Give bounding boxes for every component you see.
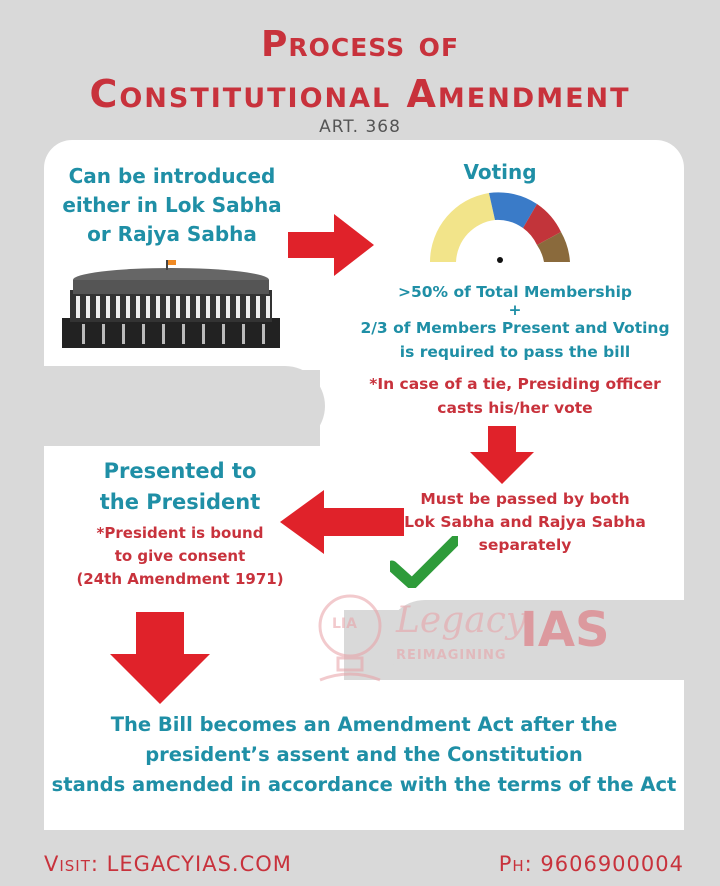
voting-note1: *In case of a tie, Presiding officer	[369, 375, 661, 393]
voting-plus: +	[508, 301, 522, 319]
step4-note	[60, 522, 300, 591]
step3-line2: Lok Sabha and Rajya Sabha	[404, 513, 646, 531]
watermark-brand1: Legacy	[396, 600, 527, 641]
step5-text	[44, 710, 684, 800]
voting-details	[330, 280, 700, 364]
step4-note3: (24th Amendment 1971)	[76, 570, 284, 588]
watermark-brand2: IAS	[520, 602, 610, 658]
step1-text	[52, 162, 292, 249]
step5-line2: president’s assent and the Constitution	[145, 743, 583, 766]
step1-line3: or Rajya Sabha	[87, 222, 257, 246]
voting-note2: casts his/her vote	[437, 399, 593, 417]
voting-line2: 2/3 of Members Present and Voting	[360, 319, 670, 337]
watermark-logo	[310, 588, 630, 688]
title-line1: Process of	[260, 24, 460, 65]
arrow-down-icon	[470, 426, 534, 484]
parliament-building-image	[62, 258, 280, 348]
step1-line2: either in Lok Sabha	[62, 193, 282, 217]
title-line2: Constitutional Amendment	[89, 72, 631, 116]
footer-phone: Ph: 9606900004	[498, 852, 684, 876]
step5-line1: The Bill becomes an Amendment Act after the	[110, 713, 618, 736]
step3-line3: separately	[478, 536, 572, 554]
voting-line1: >50% of Total Membership	[397, 283, 633, 301]
step1-line1: Can be introduced	[68, 164, 276, 188]
step4-heading1: Presented to	[103, 459, 257, 483]
arrow-right-icon	[288, 214, 374, 276]
footer-website: Visit: LEGACYIAS.COM	[44, 852, 292, 876]
watermark-badge: LIA	[332, 616, 357, 632]
article-label: ART. 368	[319, 117, 401, 137]
panel-notch	[0, 366, 325, 446]
voting-line3: is required to pass the bill	[399, 343, 631, 361]
checkmark-icon	[390, 536, 458, 588]
step3-line1: Must be passed by both	[420, 490, 630, 508]
step4-note1: *President is bound	[96, 524, 264, 542]
step5-line3: stands amended in accordance with the terms of the Act	[51, 773, 677, 796]
step4-heading2: the President	[99, 490, 261, 514]
watermark-tagline: REIMAGINING	[396, 648, 507, 663]
step4-note2: to give consent	[114, 547, 246, 565]
big-arrow-down-icon	[110, 612, 210, 704]
voting-heading: Voting	[463, 160, 537, 184]
voting-chamber-icon	[425, 190, 575, 266]
lightbulb-icon	[310, 588, 390, 688]
voting-note	[330, 372, 700, 420]
step4-heading	[60, 456, 300, 518]
